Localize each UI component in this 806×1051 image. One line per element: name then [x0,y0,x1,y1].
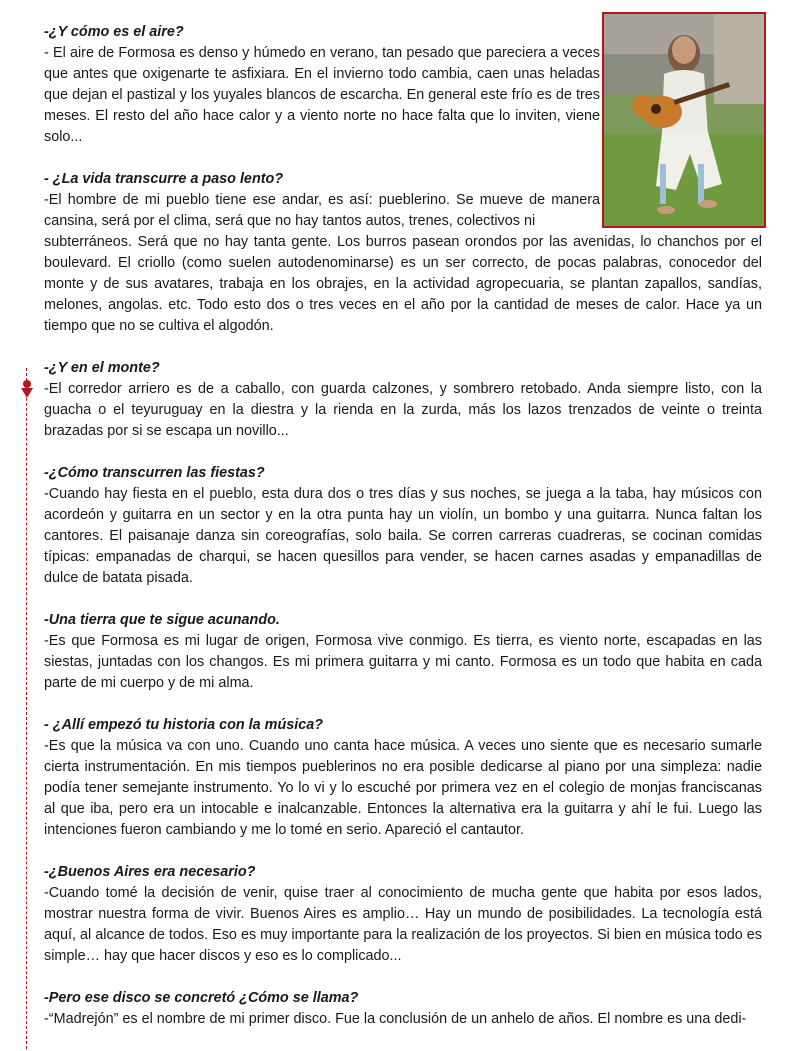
answer-paragraph: - El aire de Formosa es denso y húmedo en verano, tan pesado que pareciera a veces que antes que oxigenarte te asfixiara. En el invierno todo cambia, caen unas heladas que dejan el pastizal y los yuyales blancos de escarcha. En general este frío es de tres meses. El resto del año hace calor y a viento norte no hace falta que lo inviten, viene solo... [44,45,600,145]
question-heading: - ¿Allí empezó tu historia con la música? [44,717,324,733]
question-heading: -Pero ese disco se concretó ¿Cómo se llama? [44,990,359,1006]
answer-paragraph: -Es que Formosa es mi lugar de origen, Formosa vive conmigo. Es tierra, es viento norte, escapadas en las siestas, juntadas con los changos. Es mi primera guitarra y mi canto. Formosa es un todo que habita en cada parte de mi cuerpo y de mi alma. [44,633,762,691]
dashed-cut-line [26,368,27,1049]
answer-first-lines: -El hombre de mi pueblo tiene ese andar, es así: pueblerino. Se mueve de manera cansina, será por el clima, será que no hay tantos autos, trenes, colectivos ni [44,192,600,229]
cut-arrow-icon [21,388,33,398]
answer-paragraph: -El corredor arriero es de a caballo, con guarda calzones, y sombrero retobado. Anda siempre listo, con la guacha o el teyuruguay en la diestra y la rienda en la zurda, más los lazos trenzados de veinte o treinta brazadas por si se escapa un novillo... [44,381,762,439]
answer-continuation: subterráneos. Será que no hay tanta gente. Los burros pasean orondos por las avenidas, lo chanchos por el boulevard. El criollo (como suelen autodenominarse) es un ser correcto, de pocas palabras, conocedor del monte y de sus avatares, trabaja en los obrajes, en la actividad agropecuaria, se plantan zapallos, sandías, melones, angolas. etc. Todo esto dos o tres veces en el año por la cantidad de meses de calor. Hace ya un tiempo que no se cultiva el algodón. [44,234,762,334]
answer-paragraph: -Cuando tomé la decisión de venir, quise traer al conocimiento de mucha gente que habita por esos lados, mostrar nuestra forma de vivir. Buenos Aires es amplio… Hay un mundo de posibilidades. La tecnología está aquí, al alcance de todos. Eso es muy importante para la realización de los proyectos. Si bien en música todo es simple… hay que hacer discos y eso es lo complicado... [44,885,762,964]
answer-paragraph [44,190,762,337]
question-heading: -¿Y cómo es el aire? [44,24,184,40]
question-heading: -Una tierra que te sigue acunando. [44,612,280,628]
answer-paragraph: -“Madrejón” es el nombre de mi primer disco. Fue la conclusión de un anhelo de años. El nombre es una dedi- [44,1011,747,1027]
answer-paragraph: -Es que la música va con uno. Cuando uno canta hace música. A veces uno siente que es necesario sumarle cierta instrumentación. En mis tiempos pueblerinos no era posible dedicarse al piano por una simpleza: nadie podía tener semejante instrumento. Yo lo vi y lo escuché por primera vez en el colegio de monjas franciscanas al que iba, pero era un intocable e inalcanzable. Entonces la alternativa era la guitarra y ahí le fui. Luego las intenciones fueron cambiando y me lo tomé en serio. Apareció el cantautor. [44,738,762,838]
question-heading: -¿Cómo transcurren las fiestas? [44,465,265,481]
question-heading: -¿Y en el monte? [44,360,160,376]
question-heading: - ¿La vida transcurre a paso lento? [44,171,284,187]
question-heading: -¿Buenos Aires era necesario? [44,864,256,880]
answer-paragraph: -Cuando hay fiesta en el pueblo, esta dura dos o tres días y sus noches, se juega a la taba, hay músicos con acordeón y guitarra en un sector y en la otra punta hay un violín, un bombo y una guitarra. Nunca faltan los cantores. El paisanaje danza sin coreografías, solo baila. Se corren carreras cuadreras, se cocinan comidas típicas: empanadas de charqui, se hacen quesillos para vender, se hacen carnes asadas y empanadillas de dulce de batata pisada. [44,486,762,586]
cut-dot-icon [23,380,31,388]
interview-text [44,22,762,1051]
